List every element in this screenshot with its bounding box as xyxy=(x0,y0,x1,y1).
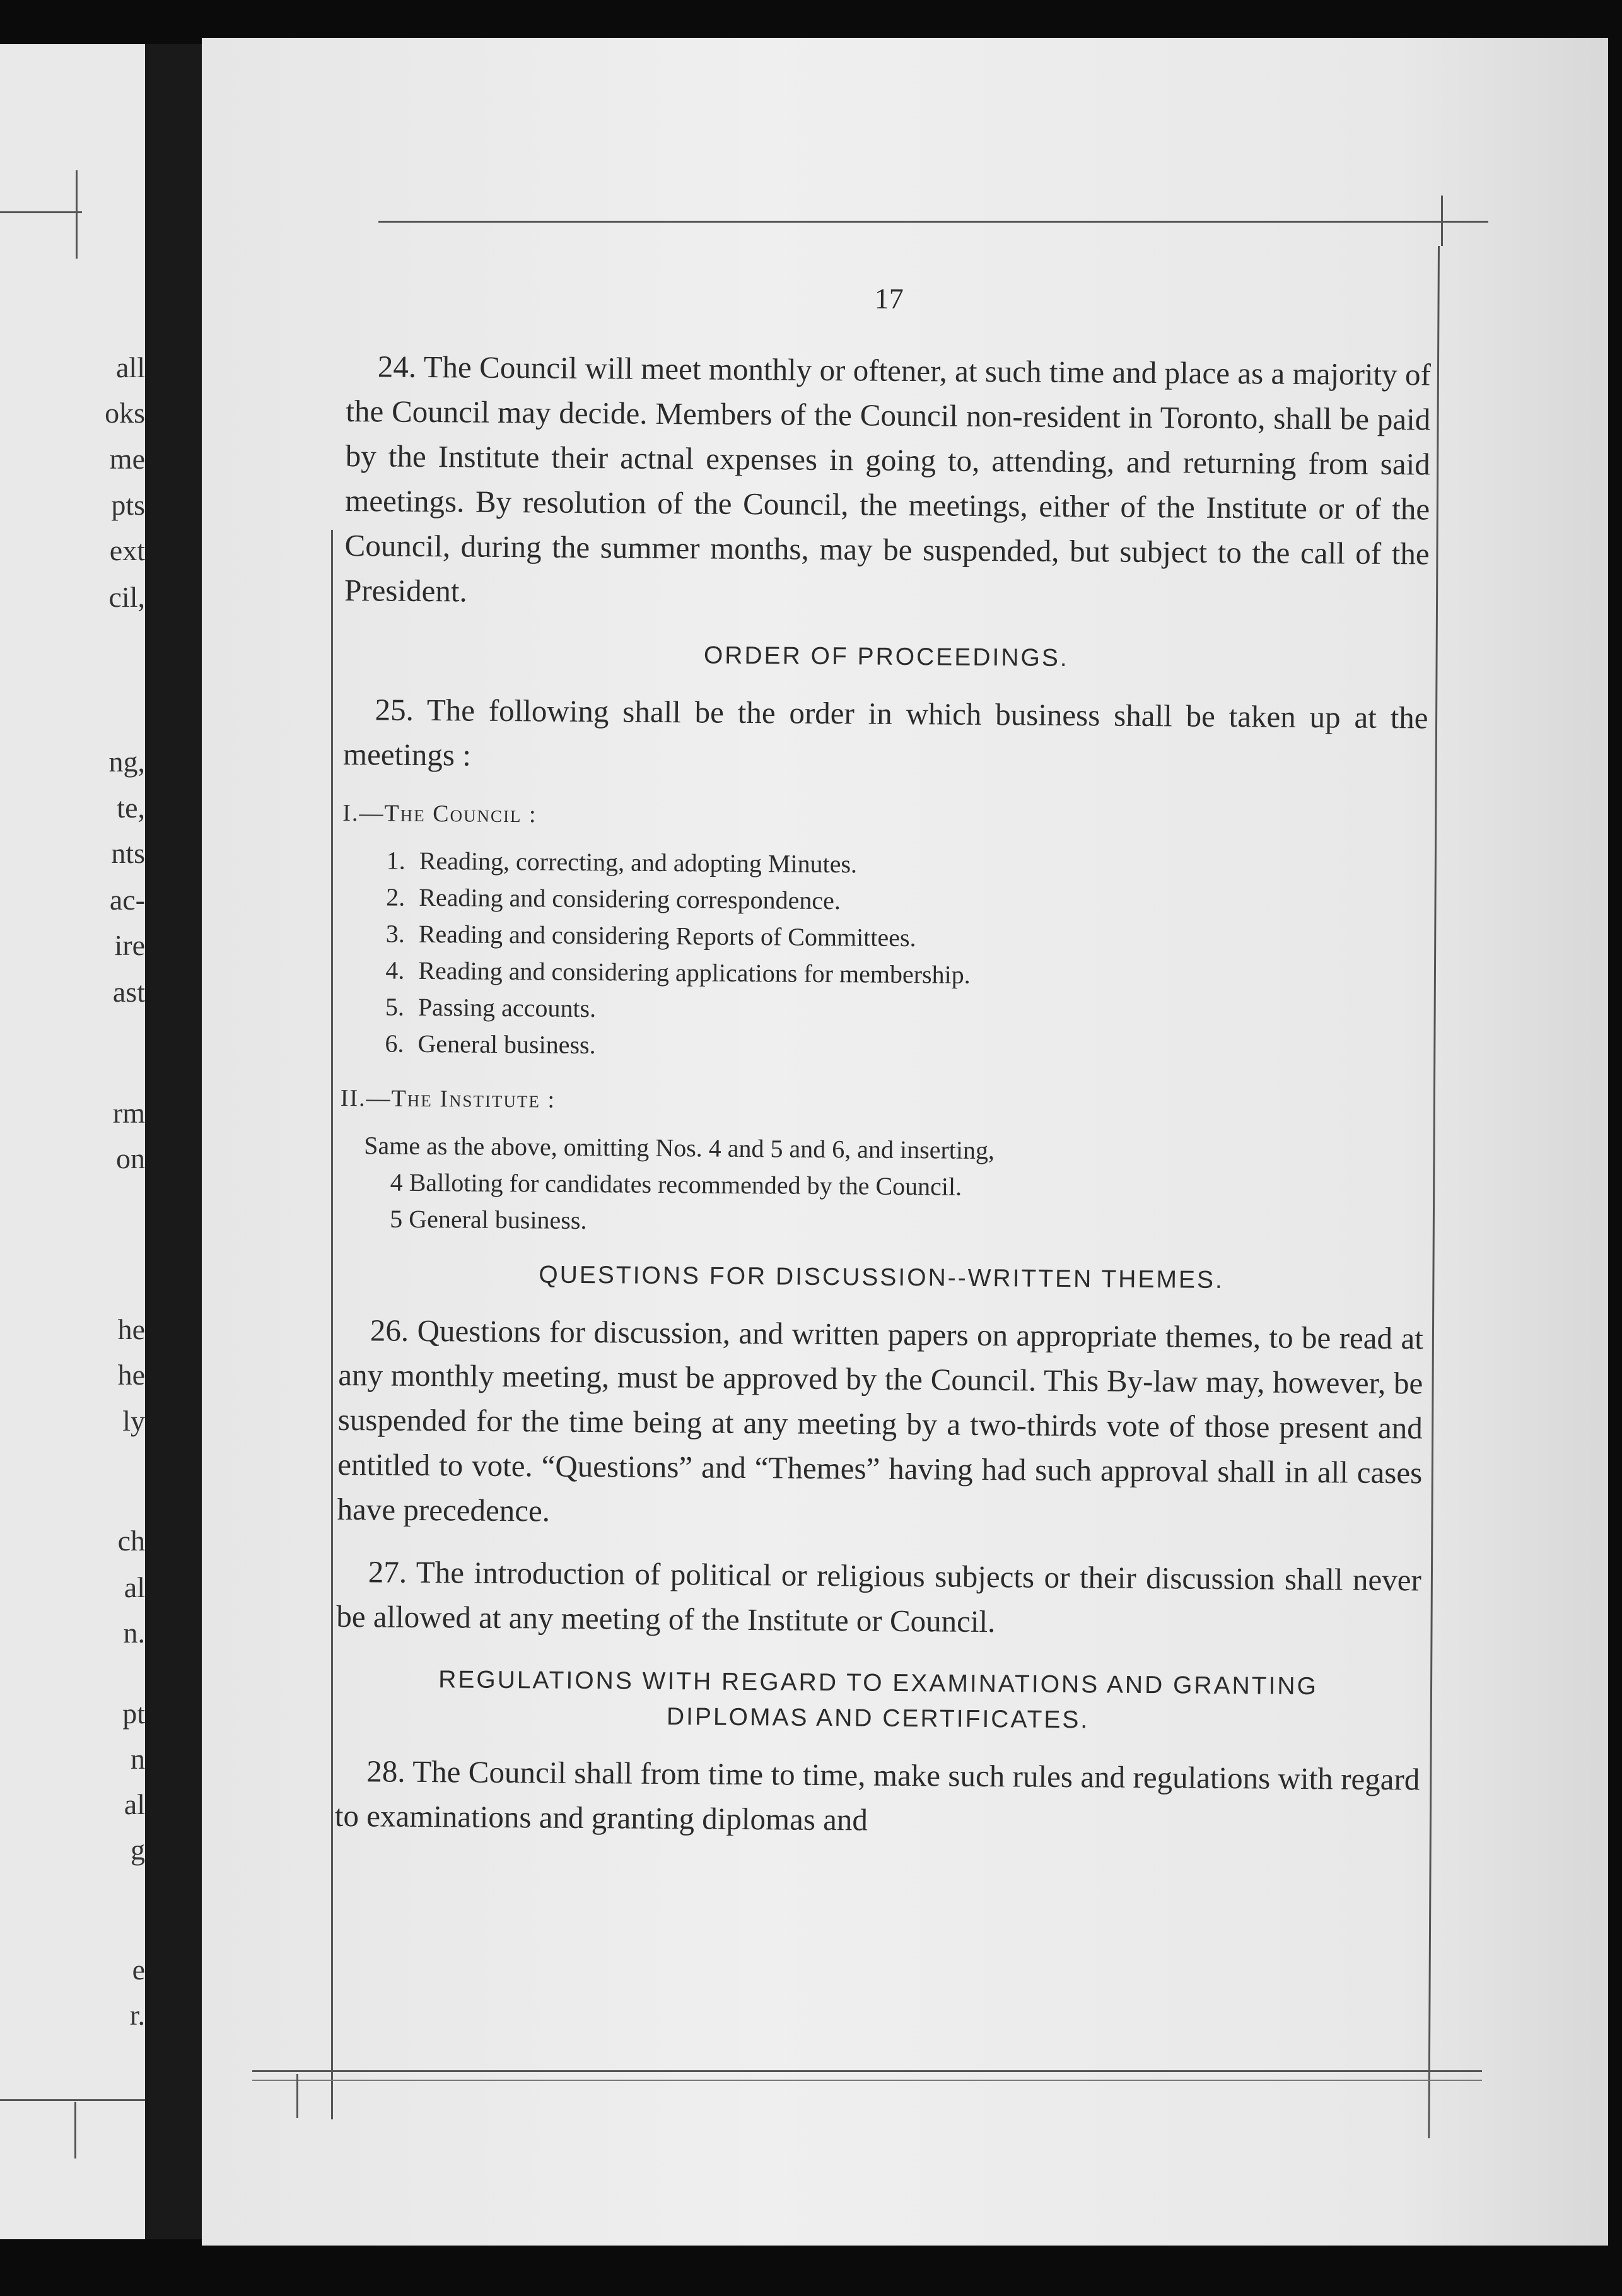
left-page-text-fragment: all xyxy=(116,351,145,384)
left-page-text-fragment: he xyxy=(117,1359,145,1391)
left-page-text-fragment: oks xyxy=(105,397,145,429)
heading-regulations-line-1: REGULATIONS WITH REGARD TO EXAMINATIONS AND GRANTING xyxy=(438,1666,1319,1701)
council-label: The Council : xyxy=(384,800,537,828)
left-page-text-fragment: r. xyxy=(129,1999,145,2031)
heading-questions-for-discussion: QUESTIONS FOR DISCUSSION--WRITTEN THEMES. xyxy=(539,1261,1224,1294)
left-page-text-fragment: n. xyxy=(123,1617,145,1649)
corner-mark xyxy=(1441,196,1443,246)
item-number: 3. xyxy=(385,919,405,948)
left-page-text-fragment: g xyxy=(131,1834,145,1866)
council-numeral: I.— xyxy=(342,799,385,827)
item-number: 2. xyxy=(386,882,405,911)
heading-regulations-line-2: DIPLOMAS AND CERTIFICATES. xyxy=(666,1703,1090,1734)
left-page-corner-mark xyxy=(76,170,78,259)
top-rule xyxy=(378,221,1488,223)
item-text: Reading and considering correspondence. xyxy=(419,882,841,915)
heading-order-of-proceedings: ORDER OF PROCEEDINGS. xyxy=(703,641,1069,672)
left-page-text-fragment: cil, xyxy=(108,581,145,613)
bottom-rule-inner xyxy=(252,2080,1482,2081)
bottom-rule xyxy=(252,2070,1482,2072)
item-text: General business. xyxy=(417,1029,596,1060)
bylaw-24: 24. The Council will meet monthly or oftener, at such time and place as a majority of the Council may decide. Members of the Council non-resident in Toronto, shall be paid by the Institute their actnal expenses in going to, attending, and returning from said meetings. By resolution of the Council, the meetings, either of the Institute or of the Council, during the summer months, may be suspended, but subject to the call of the President. xyxy=(344,349,1432,609)
heading-regulations xyxy=(335,1661,1421,1741)
council-subheading xyxy=(342,799,1427,836)
page-content xyxy=(335,278,1432,1846)
institute-subheading xyxy=(341,1084,1425,1121)
item-text: Reading and considering applications for membership. xyxy=(418,956,971,989)
item-text: Passing accounts. xyxy=(417,992,597,1023)
left-page-text-fragment: ext xyxy=(109,534,145,566)
institute-order-note: Same as the above, omitting Nos. 4 and 5 and 6, and inserting, xyxy=(364,1131,995,1165)
item-number: 6. xyxy=(385,1029,404,1058)
book-gutter xyxy=(145,44,202,2239)
left-page-text-fragment: ac- xyxy=(109,884,145,916)
left-page-rule xyxy=(0,211,82,213)
left-page-text-fragment: he xyxy=(117,1313,145,1345)
institute-label: The Institute : xyxy=(391,1085,556,1113)
bylaw-25: 25. The following shall be the order in which business shall be taken up at the meetings : xyxy=(342,692,1428,773)
left-page-text-fragment: ast xyxy=(112,976,145,1008)
item-text: Reading, correcting, and adopting Minutes. xyxy=(419,846,858,879)
bylaw-27: 27. The introduction of political or religious subjects or their discussion shall never be allowed at any meeting of the Institute or Council. xyxy=(336,1554,1422,1639)
left-page-text-fragment: ng, xyxy=(108,746,145,778)
bylaw-28: 28. The Council shall from time to time, make such rules and regulations with regard to examinations and granting diplomas and xyxy=(334,1754,1420,1837)
left-page-bottom-mark xyxy=(74,2102,76,2158)
left-page-text-fragment: on xyxy=(116,1142,145,1174)
left-page-text-fragment: me xyxy=(109,443,145,475)
item-text: Reading and considering Reports of Committees. xyxy=(418,919,916,952)
council-order-list xyxy=(385,843,1427,1070)
institute-inserted-item: 5 General business. xyxy=(390,1204,587,1235)
bylaw-26: 26. Questions for discussion, and written papers on appropriate themes, to be read at any monthly meeting, must be approved by the Council. This By-law may, however, be suspended for the time being at any meeting by a two-thirds vote of those present and entitled to vote. “Questions” and “Themes” having had such approval shall in all cases have precedence. xyxy=(337,1313,1424,1528)
institute-numeral: II.— xyxy=(340,1084,392,1112)
left-page-text-fragment: e xyxy=(132,1953,145,1986)
list-item xyxy=(385,1026,1425,1070)
left-page-bottom-rule xyxy=(0,2099,145,2101)
left-page-text-fragment: al xyxy=(124,1571,145,1603)
left-page-text-fragment: ly xyxy=(122,1405,145,1437)
left-page-text-fragment: ire xyxy=(114,929,145,961)
left-page-text-fragment: n xyxy=(131,1743,145,1775)
left-page-text-fragment: ch xyxy=(117,1525,145,1557)
bottom-corner-mark xyxy=(296,2074,298,2118)
item-number: 5. xyxy=(385,992,405,1021)
page xyxy=(202,38,1608,2246)
item-number: 4. xyxy=(385,956,405,985)
institute-inserted-item: 4 Balloting for candidates recommended by the Council. xyxy=(390,1168,962,1201)
item-number: 1. xyxy=(386,846,405,875)
left-border xyxy=(331,530,333,2119)
left-page-text-fragment: pt xyxy=(122,1697,145,1730)
left-page-text-fragment: nts xyxy=(111,837,145,869)
left-page-text-fragment: pts xyxy=(111,489,145,521)
left-page-text-fragment: al xyxy=(124,1788,145,1820)
left-page-text-fragment: te, xyxy=(117,792,145,824)
left-page-text-fragment: rm xyxy=(112,1097,145,1129)
page-number: 17 xyxy=(874,282,904,315)
right-border xyxy=(1428,246,1440,2138)
